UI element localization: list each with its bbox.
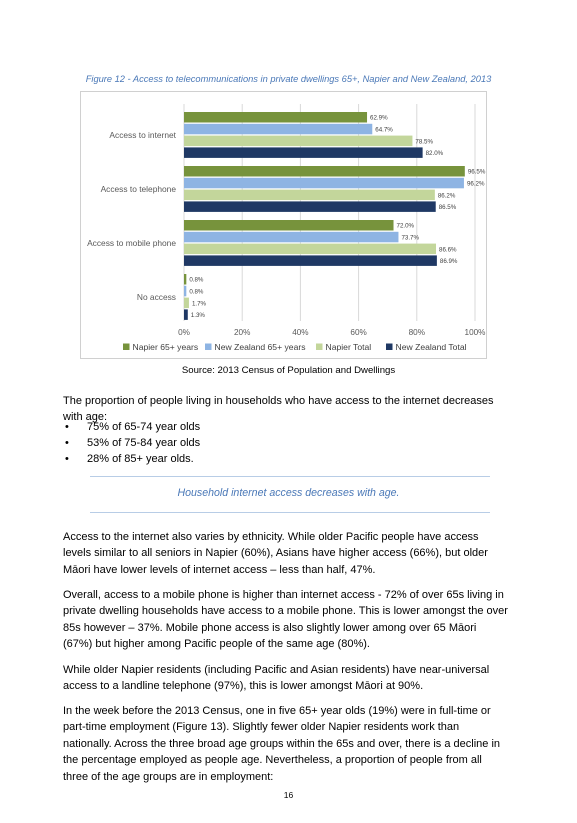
chart-source: Source: 2013 Census of Population and Dwellings [181, 365, 396, 376]
legend-label: New Zealand 65+ years [214, 342, 306, 352]
bar [184, 255, 437, 266]
x-tick-label: 80% [408, 328, 425, 337]
legend-label: Napier 65+ years [132, 342, 199, 352]
legend-swatch [205, 344, 212, 351]
bullet-item: • 28% of 85+ year olds. [62, 451, 200, 467]
bar [184, 136, 412, 147]
data-label: 86.2% [437, 192, 456, 200]
x-tick-label: 40% [292, 328, 309, 337]
data-label: 0.8% [189, 288, 204, 296]
callout-bottom-rule [90, 512, 490, 513]
paragraph-employment: In the week before the 2013 Census, one in five 65+ year olds (19%) were in full-time or part-time employment (Figure 13). Slightly fewer older Napier residents work than nationally. Across the three broad age groups within the 65s and over, there is a decline in the percentage employed as people age. Nevertheless, a proportion of people from all three of the age groups are in employment: [63, 705, 501, 783]
bar [184, 201, 436, 212]
data-label: 96.2% [466, 180, 485, 188]
data-label: 73.7% [401, 234, 420, 242]
x-tick-label: 60% [350, 328, 367, 337]
data-label: 1.3% [190, 312, 205, 320]
legend-swatch [316, 344, 323, 351]
intro-paragraph: The proportion of people living in households who have access to the internet decreases with age: [63, 395, 494, 424]
bar [184, 232, 398, 243]
data-label: 0.8% [189, 276, 204, 284]
legend-label: Napier Total [325, 342, 372, 352]
bar-chart [81, 92, 488, 360]
data-label: 82.0% [425, 150, 444, 158]
data-label: 64.7% [375, 126, 393, 134]
page-number: 16 [283, 790, 294, 800]
bar [184, 112, 367, 123]
bar [184, 124, 372, 135]
bullet-item: • 53% of 75-84 year olds [62, 435, 200, 451]
data-label: 1.7% [191, 300, 207, 308]
data-label: 72.0% [396, 222, 415, 230]
bar [184, 220, 394, 231]
bar [184, 190, 435, 201]
bar [184, 178, 464, 189]
category-label: No access [136, 291, 176, 302]
x-tick-label: 0% [178, 328, 190, 337]
legend-swatch [386, 344, 393, 351]
data-label: 78.5% [415, 138, 433, 146]
bar [184, 147, 423, 158]
category-label: Access to mobile phone [87, 237, 176, 248]
data-label: 86.9% [439, 258, 458, 266]
legend-label: New Zealand Total [395, 342, 467, 352]
bar [184, 298, 189, 309]
age-bullet-list [62, 419, 200, 467]
data-label: 86.6% [439, 246, 457, 254]
category-label: Access to telephone [100, 183, 176, 194]
category-label: Access to internet [109, 129, 176, 140]
data-label: 86.5% [438, 204, 457, 212]
figure-caption: Figure 12 - Access to telecommunications in private dwellings 65+, Napier and New Zealand, 2013 [85, 74, 492, 84]
legend-swatch [123, 344, 130, 351]
bar [184, 309, 188, 320]
x-tick-label: 20% [234, 328, 251, 337]
bullet-item: • 75% of 65-74 year olds [62, 419, 200, 435]
paragraph-ethnicity: Access to the internet also varies by ethnicity. While older Pacific people have access levels similar to all seniors in Napier (60%), Asians have higher access (66%), but older Māori have lower levels of internet access – less than half, 47%. [63, 531, 488, 576]
data-label: 96.5% [467, 168, 486, 176]
callout-text: Household internet access decreases with age. [177, 487, 400, 499]
bar [184, 274, 186, 285]
bar [184, 286, 186, 297]
bar [184, 166, 465, 177]
paragraph-mobile: Overall, access to a mobile phone is higher than internet access - 72% of over 65s living in private dwelling households have access to a mobile phone. This is lower amongst the over 85s however – 37%. Mobile phone access is also slightly lower among over 65 Māori (67%) but higher among Pacific people of the same age (80%). [63, 589, 508, 651]
chart-frame [80, 91, 487, 359]
data-label: 62.9% [370, 114, 388, 122]
x-tick-label: 100% [464, 328, 486, 337]
bar [184, 244, 436, 255]
callout-top-rule [90, 476, 490, 477]
paragraph-landline: While older Napier residents (including Pacific and Asian residents) have near-universal access to a landline telephone (97%), this is lower amongst Māori at 90%. [63, 664, 490, 693]
